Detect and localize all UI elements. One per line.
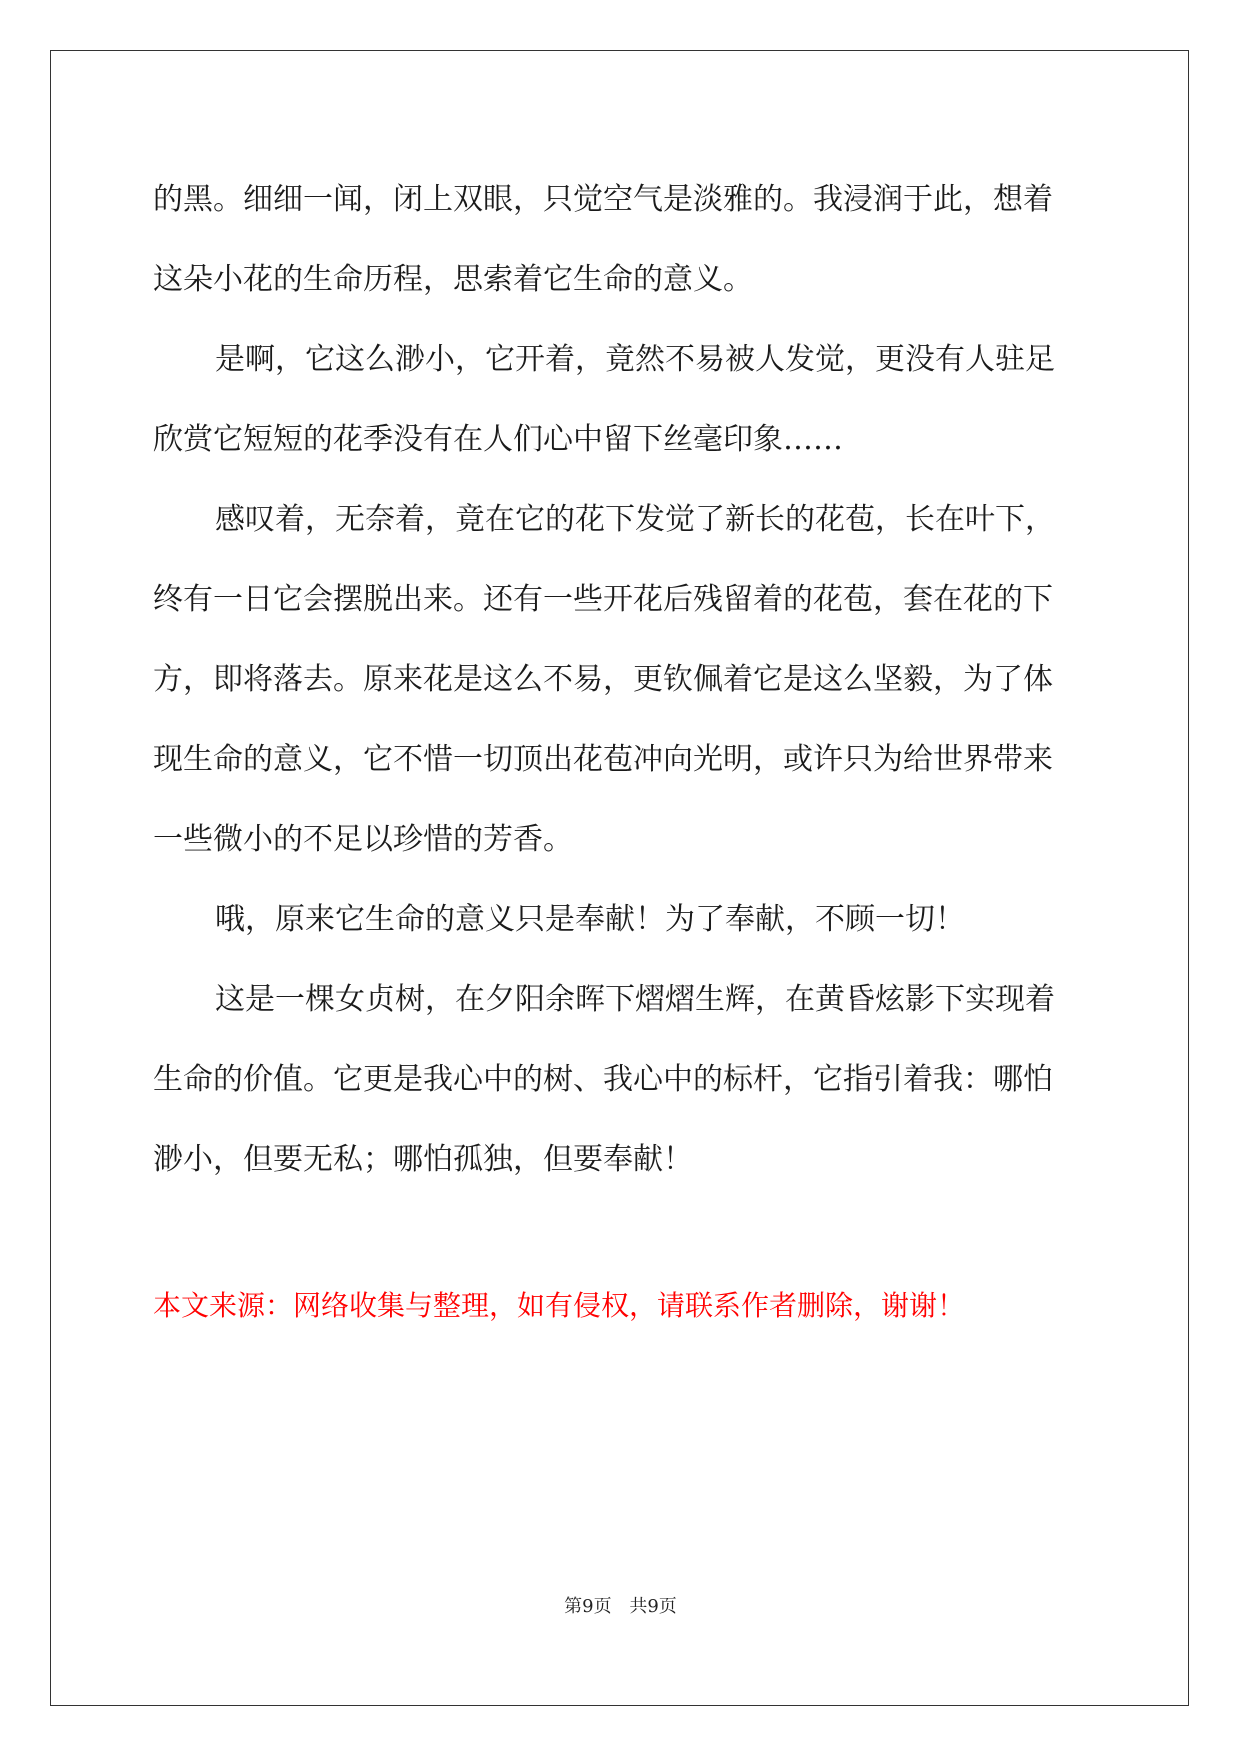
text-line: 方，即将落去。原来花是这么不易，更钦佩着它是这么坚毅，为了体 (153, 662, 1053, 697)
paragraph-start-line: 这是一棵女贞树，在夕阳余晖下熠熠生辉，在黄昏炫影下实现着 (215, 982, 1055, 1017)
article-body (153, 160, 1088, 1200)
text-line: 的黑。细细一闻，闭上双眼，只觉空气是淡雅的。我浸润于此，想着 (153, 182, 1053, 217)
text-line: 现生命的意义，它不惜一切顶出花苞冲向光明，或许只为给世界带来 (153, 742, 1053, 777)
paragraph-start-line: 是啊，它这么渺小，它开着，竟然不易被人发觉，更没有人驻足 (215, 342, 1055, 377)
paragraph-start-line: 哦，原来它生命的意义只是奉献！为了奉献，不顾一切！ (215, 902, 965, 937)
text-line: 渺小，但要无私；哪怕孤独，但要奉献！ (153, 1142, 693, 1177)
text-line: 终有一日它会摆脱出来。还有一些开花后残留着的花苞，套在花的下 (153, 582, 1053, 617)
total-page-count: 共9页 (629, 1596, 677, 1617)
text-line: 欣赏它短短的花季没有在人们心中留下丝毫印象…… (153, 422, 843, 457)
text-line: 一些微小的不足以珍惜的芳香。 (153, 822, 573, 857)
text-line: 这朵小花的生命历程，思索着它生命的意义。 (153, 262, 753, 297)
text-line: 生命的价值。它更是我心中的树、我心中的标杆，它指引着我：哪怕 (153, 1062, 1053, 1097)
page-footer (0, 1592, 1241, 1618)
source-disclaimer: 本文来源：网络收集与整理，如有侵权，请联系作者删除，谢谢！ (153, 1289, 966, 1322)
paragraph-start-line: 感叹着，无奈着，竟在它的花下发觉了新长的花苞，长在叶下， (215, 502, 1055, 537)
current-page-number: 第9页 (564, 1596, 612, 1617)
